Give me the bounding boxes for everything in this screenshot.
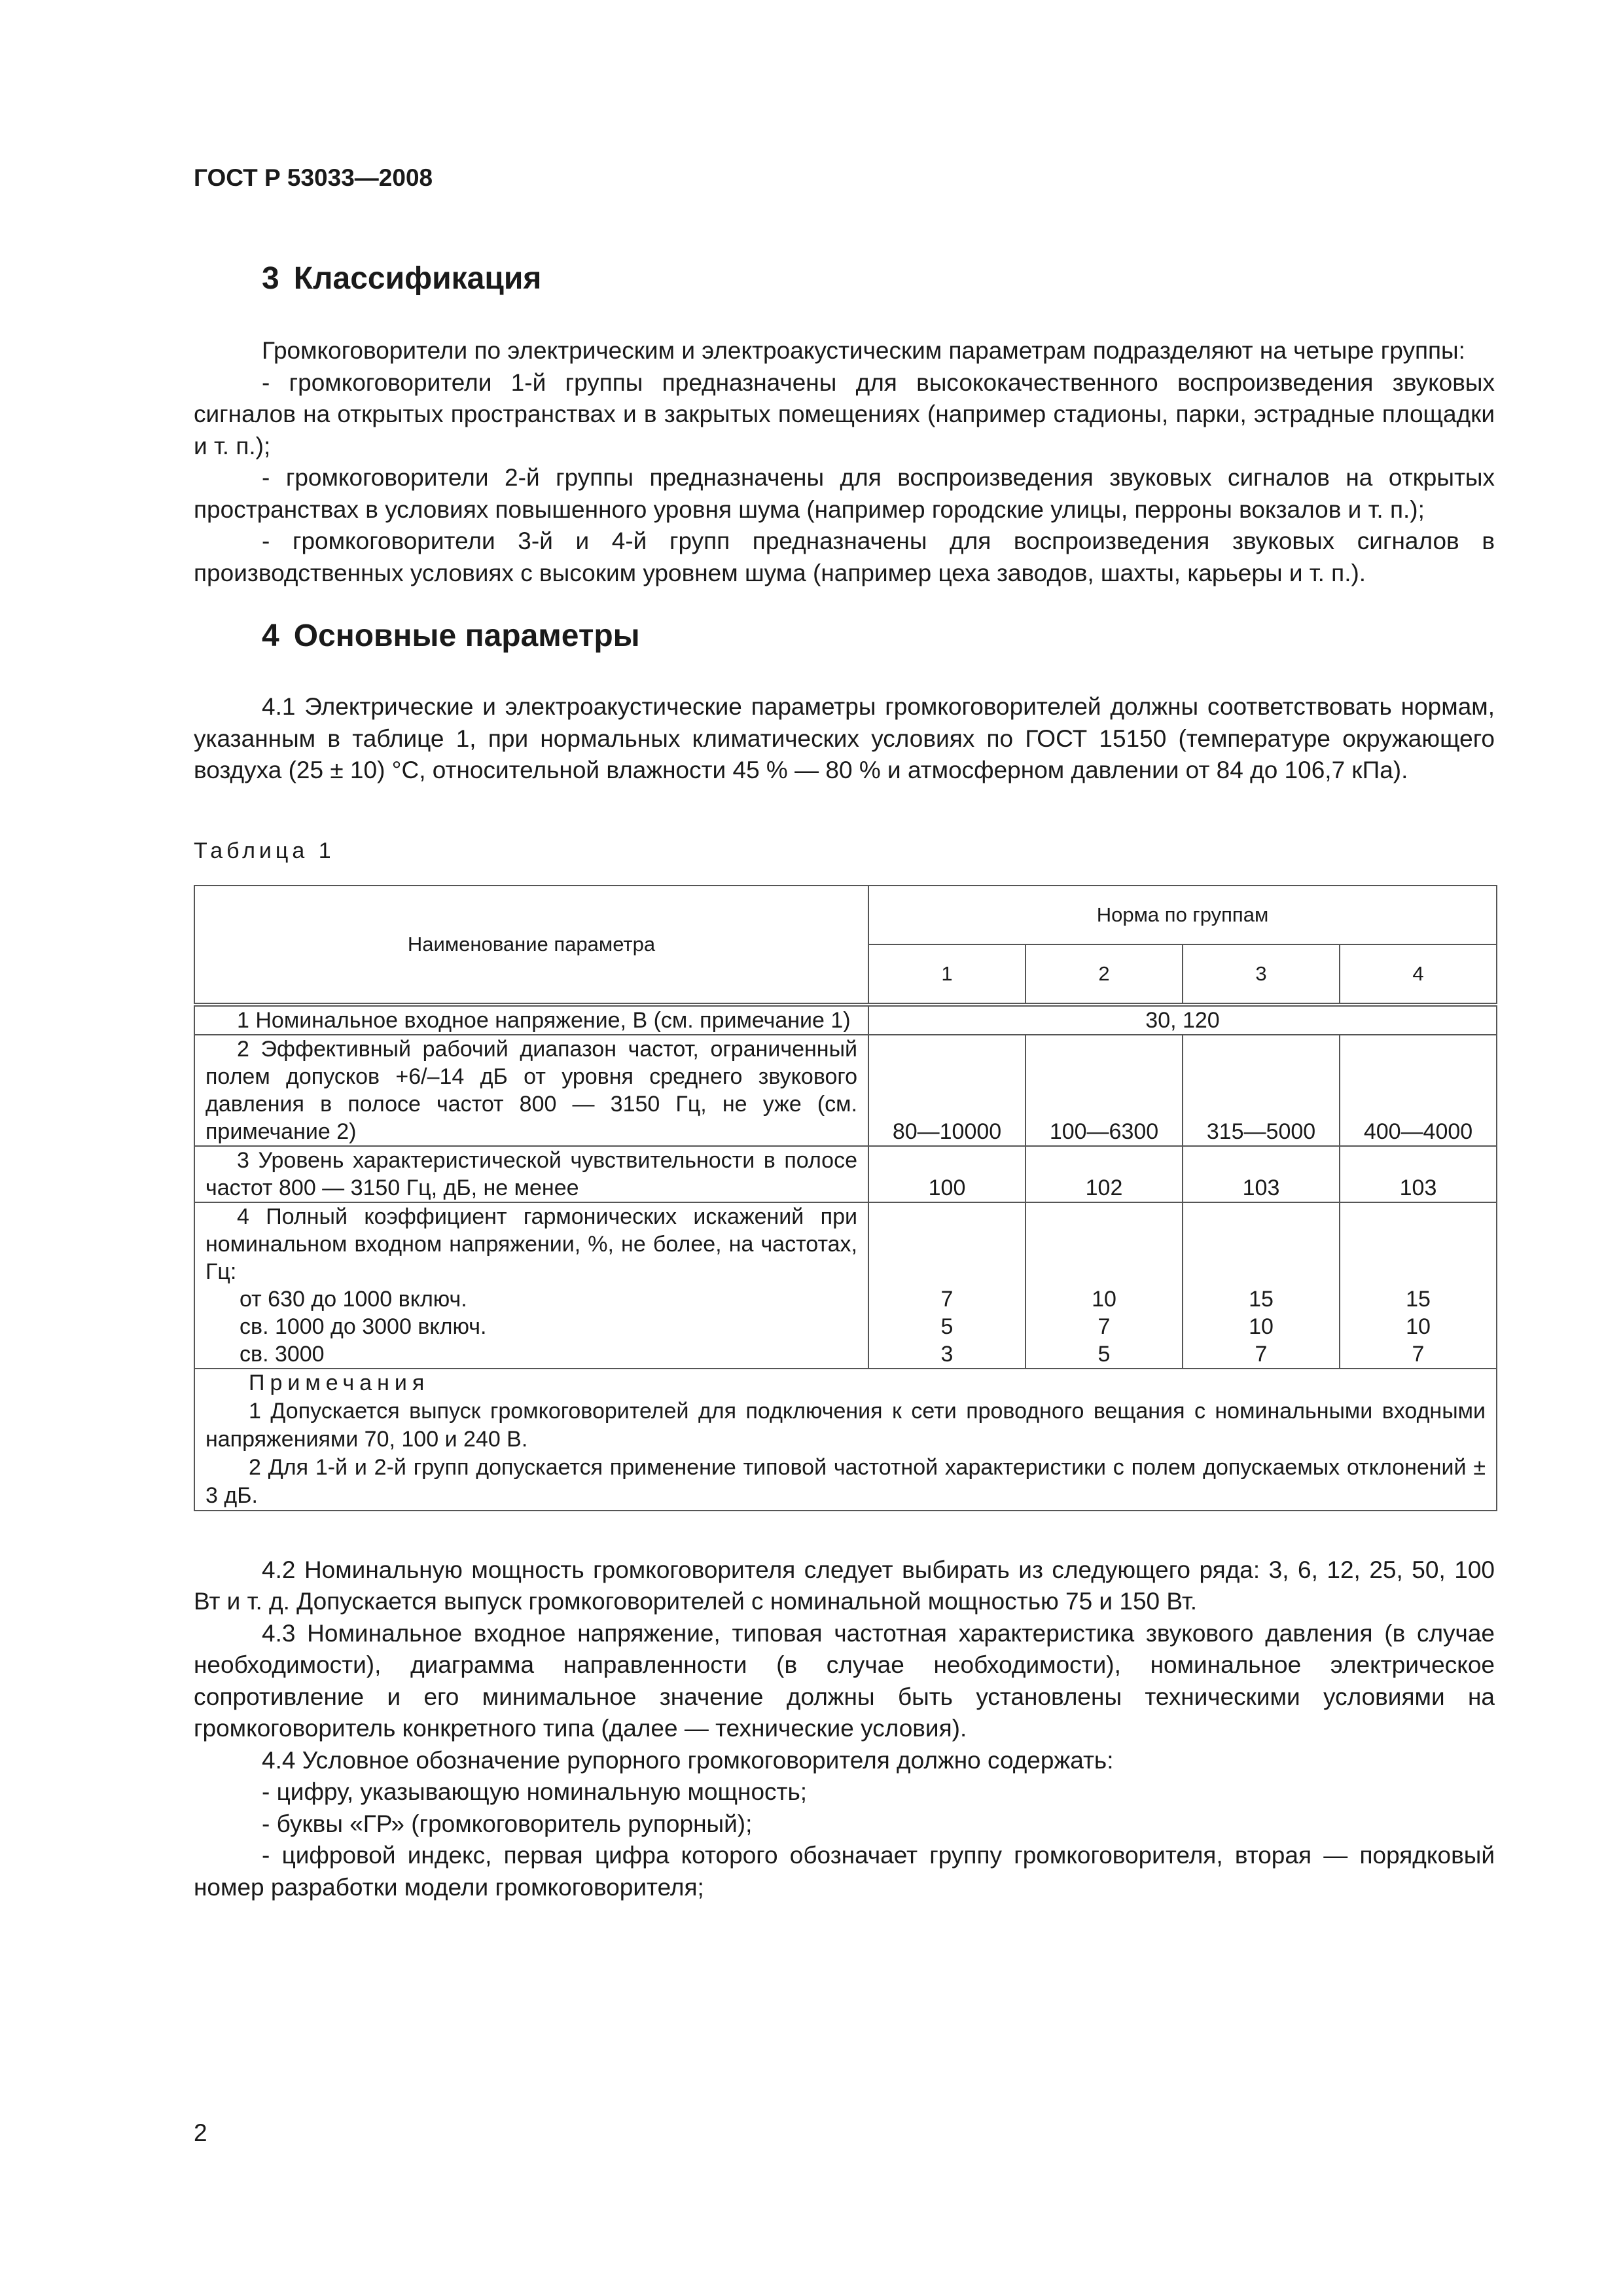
section-3-group-2: - громкоговорители 2-й группы предназначены для воспроизведения звуковых сигналов на открытых пространствах в условиях повышенного уровня шума (например городские улицы, перроны вокзалов и т. п.); <box>194 464 1495 523</box>
parameters-table <box>194 885 1497 1511</box>
clauses-after-table <box>194 1554 1495 1904</box>
group-2-header: 2 <box>1026 944 1183 1005</box>
row-4-group-4: 15 10 7 <box>1340 1202 1497 1369</box>
section-3-body <box>194 335 1495 589</box>
table-notes <box>194 1369 1497 1511</box>
row-3-group-1: 100 <box>868 1146 1026 1202</box>
param-column-header: Наименование параметра <box>194 886 868 1005</box>
row-2-group-1: 80—10000 <box>868 1035 1026 1146</box>
section-4-title: Основные параметры <box>293 619 640 653</box>
group-norm-header: Норма по группам <box>868 886 1497 944</box>
group-1-header: 1 <box>868 944 1026 1005</box>
note-1: 1 Допускается выпуск громкоговорителей для подключения к сети проводного вещания с номинальными входными напряжениями 70, 100 и 240 В. <box>205 1398 1486 1452</box>
row-3-group-2: 102 <box>1026 1146 1183 1202</box>
clause-4-4-item-3: - цифровой индекс, первая цифра которого обозначает группу громкоговорителя, вторая — порядковый номер разработки модели громкоговорителя; <box>194 1842 1495 1901</box>
row-3-group-4: 103 <box>1340 1146 1497 1202</box>
notes-title: Примечания <box>249 1370 430 1395</box>
table-header-row <box>194 886 1497 944</box>
clause-4-3: 4.3 Номинальное входное напряжение, типовая частотная характеристика звукового давления (в случае необходимости), диаграмма направленности (в случае необходимости), номинальное электрическое сопротивление и его минимальное значение должны быть установлены техническими условиями на громкоговоритель конкретного типа (далее — технические условия). <box>194 1619 1495 1742</box>
section-4-body <box>194 691 1495 787</box>
row-4-sub-3: св. 3000 <box>240 1341 325 1367</box>
group-3-header: 3 <box>1183 944 1340 1005</box>
row-1-value: 30, 120 <box>868 1005 1497 1035</box>
table-row <box>194 1005 1497 1035</box>
row-2-group-3: 315—5000 <box>1183 1035 1340 1146</box>
table-row <box>194 1202 1497 1369</box>
row-4-group-3: 15 10 7 <box>1183 1202 1340 1369</box>
row-4-sub-2: св. 1000 до 3000 включ. <box>240 1314 487 1339</box>
row-2-param: 2 Эффективный рабочий диапазон частот, ограниченный полем допусков +6/–14 дБ от уровня среднего звукового давления в полосе частот 800 — 3150 Гц, не уже (см. примечание 2) <box>194 1035 868 1146</box>
section-3-number: 3 <box>262 261 279 296</box>
section-3-group-3-4: - громкоговорители 3-й и 4-й групп предназначены для воспроизведения звуковых сигналов в производственных условиях с высоким уровнем шума (например цеха заводов, шахты, карьеры и т. п.). <box>194 528 1495 586</box>
clause-4-4-item-2: - буквы «ГР» (громкоговоритель рупорный); <box>262 1810 753 1837</box>
table-caption: Таблица 1 <box>194 838 335 863</box>
note-2: 2 Для 1-й и 2-й групп допускается применение типовой частотной характеристики с полем допускаемых отклонений ± 3 дБ. <box>205 1454 1486 1508</box>
row-3-param: 3 Уровень характеристической чувствительности в полосе частот 800 — 3150 Гц, дБ, не менее <box>194 1146 868 1202</box>
group-4-header: 4 <box>1340 944 1497 1005</box>
table-row <box>194 1146 1497 1202</box>
row-4-sub-1: от 630 до 1000 включ. <box>240 1286 467 1312</box>
section-3-group-1: - громкоговорители 1-й группы предназначены для высококачественного воспроизведения звуковых сигналов на открытых пространствах и в закрытых помещениях (например стадионы, парки, эстрадные площадки и т. п.); <box>194 368 1495 459</box>
row-2-group-2: 100—6300 <box>1026 1035 1183 1146</box>
row-4-param: 4 Полный коэффициент гармонических искажений при номинальном входном напряжении, %, не более, на частотах, Гц: от 630 до 1000 включ. св. 1000 до 3000 включ. св. 3000 <box>194 1202 868 1369</box>
row-4-group-1: 7 5 3 <box>868 1202 1026 1369</box>
row-3-group-3: 103 <box>1183 1146 1340 1202</box>
section-3-title: Классификация <box>293 261 542 296</box>
row-1-param: 1 Номинальное входное напряжение, В (см. примечание 1) <box>194 1005 868 1035</box>
clause-4-1: 4.1 Электрические и электроакустические параметры громкоговорителей должны соответствовать нормам, указанным в таблице 1, при нормальных климатических условиях по ГОСТ 15150 (температуре окружающего воздуха (25 ± 10) °С, относительной влажности 45 % — 80 % и атмосферном давлении от 84 до 106,7 кПа). <box>194 693 1495 783</box>
section-4-number: 4 <box>262 619 279 653</box>
row-2-group-4: 400—4000 <box>1340 1035 1497 1146</box>
clause-4-4-item-1: - цифру, указывающую номинальную мощность; <box>262 1778 808 1805</box>
table-row <box>194 1035 1497 1146</box>
document-code: ГОСТ Р 53033—2008 <box>194 164 433 191</box>
section-3-intro: Громкоговорители по электрическим и электроакустическим параметрам подразделяют на четыре группы: <box>262 337 1465 364</box>
row-4-group-2: 10 7 5 <box>1026 1202 1183 1369</box>
table-notes-row <box>194 1369 1497 1511</box>
clause-4-4: 4.4 Условное обозначение рупорного громкоговорителя должно содержать: <box>262 1746 1114 1774</box>
page-number: 2 <box>194 2119 207 2146</box>
section-4-heading <box>194 617 1495 656</box>
section-3-heading <box>194 259 1495 298</box>
clause-4-2: 4.2 Номинальную мощность громкоговорителя следует выбирать из следующего ряда: 3, 6, 12, 25, 50, 100 Вт и т. д. Допускается выпуск громкоговорителей с номинальной мощностью 75 и 150 Вт. <box>194 1556 1495 1615</box>
